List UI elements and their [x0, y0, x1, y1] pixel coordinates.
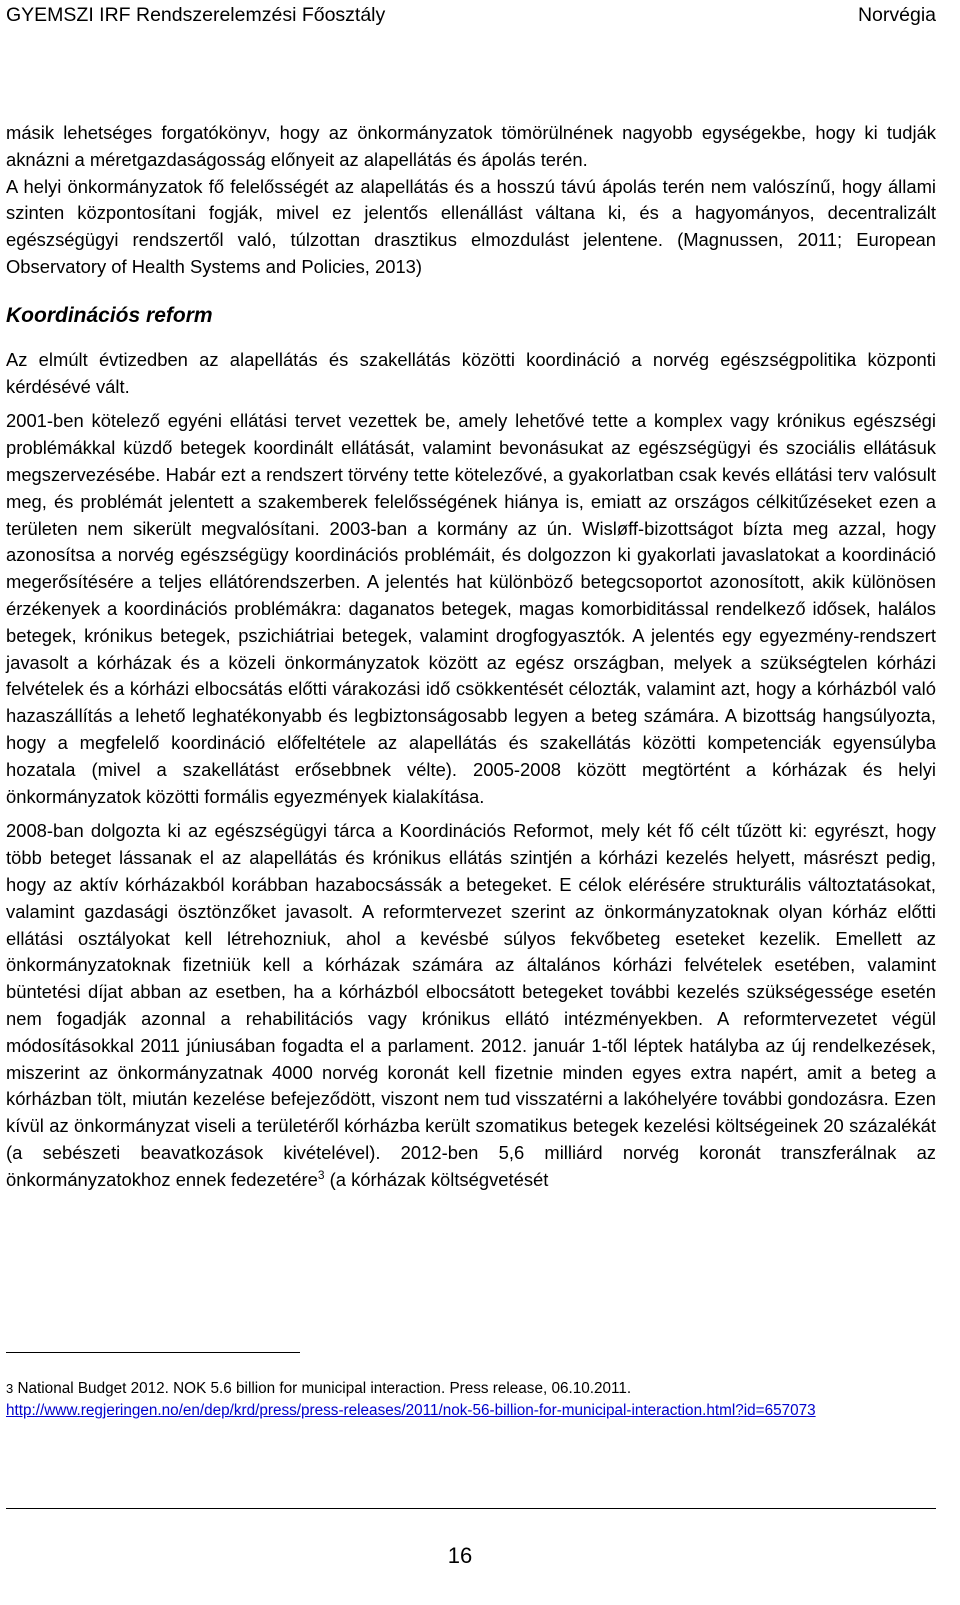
page-header: [6, 0, 936, 32]
footnote: [6, 1378, 946, 1422]
paragraph-coordination: Az elmúlt évtizedben az alapellátás és szakellátás közötti koordináció a norvég egészségpolitika központi kérdésévé vált.: [6, 348, 936, 397]
paragraph-2008-text: 2008-ban dolgozta ki az egészségügyi tárca a Koordinációs Reformot, mely két fő célt tűzött ki: egyrészt, hogy több beteget lássanak el az alapellátás és krónikus ellátás szintjén a kórházi kezelés helyett, másrészt pedig, hogy az aktív kórházakból korábban hazabocsássák a betegeket. E célok elérésére strukturális változtatásokat, valamint gazdasági ösztönzőket javasolt. A reformtervezet szerint az önkormányzatoknak olyan kórház előtti ellátási osztályokat kell létrehozniuk, ahol a kevésbé súlyos fekvőbeteg eseteket kezelik. Emellett az önkormányzatoknak fizetniük kell a kórházak számára az általános kórházi felvételek esetében, valamint büntetési díjat abban az esetben, ha a kórházból elbocsátott betegeket további kezelés szükségessége esetén nem fogadják azonnal a rehabilitációs vagy krónikus ellátó intézményekben. A reformtervezetet végül módosításokkal 2011 júniusában fogadta el a parlament. 2012. január 1-től léptek hatályba az új rendelkezések, miszerint az önkormányzatnak 4000 norvég koronát kell fizetnie minden egyes extra napért, amit a beteg a kórházban tölt, miután kezelése befejeződött, viszont nem tud visszatérni a lakóhelyére további gondozásra. Ezen kívül az önkormányzat viseli a területéről kórházba került szomatikus betegek kezelési költségeinek 20 százalékát (a sebészeti beavatkozások kivételével). 2012-ben 5,6 milliárd norvég koronát transzferálnak az önkormányzatokhoz ennek fedezetére: [6, 820, 936, 1190]
footnote-link[interactable]: http://www.regjeringen.no/en/dep/krd/press/press-releases/2011/nok-56-billion-for-municipal-interaction.html?id=657073: [6, 1402, 816, 1419]
page-footer-rule: [6, 1508, 936, 1509]
paragraph-intro: másik lehetséges forgatókönyv, hogy az önkormányzatok tömörülnének nagyobb egységekbe, hogy ki tudják aknázni a méretgazdaságosság előnyeit az alapellátás és ápolás terén.: [6, 122, 936, 170]
footnote-text-line: [6, 1378, 946, 1400]
header-department: GYEMSZI IRF Rendszerelemzési Főosztály: [6, 4, 386, 26]
paragraph-2001: 2001-ben kötelező egyéni ellátási tervet vezettek be, amely lehetővé tette a komplex vagy krónikus egészségi problémákkal küzdő betegek koordinált ellátását, valamint bevonásukat az egészségügyi és szociális ellátásuk megszervezésébe. Habár ezt a rendszert törvény tette kötelezővé, a gyakorlatban csak kevés ellátási terv valósult meg, és problémát jelentett a szakemberek felelősségének hiánya is, emiatt az országos célkitűzéseket ezen a területen nem sikerült megvalósítani. 2003-ban a kormány az ún. Wisløff-bizottságot bízta meg azzal, hogy azonosítsa a norvég egészségügy koordinációs problémáit, és dolgozzon ki gyakorlati javaslatokat a koordináció megerősítésére a teljes ellátórendszerben. A jelentés hat különböző betegcsoportot azonosított, akik különösen érzékenyek a koordinációs problémákra: daganatos betegek, magas komorbiditással rendelkező idősek, halálos betegek, krónikus betegek, pszichiátriai betegek, valamint drogfogyasztók. A jelentés egy egyezmény-rendszert javasolt a kórházak és a közeli önkormányzatok között az egész országban, melyek a szükségtelen kórházi felvételek és a kórházi elbocsátás előtti várakozási idő csökkentését célozták, valamint azt, hogy a kórházból való hazaszállítás a lehető leghatékonyabb és legbiztonságosabb legyen a beteg számára. A bizottság hangsúlyozta, hogy a megfelelő koordináció előfeltétele az alapellátás és szakellátás közötti kompetenciák egyensúlyba hozatala (mivel a szakellátást erősebbnek vélte). 2005-2008 között megtörtént a kórházak és helyi önkormányzatok közötti formális egyezmények kialakítása.: [6, 410, 936, 807]
footnote-separator: [6, 1352, 300, 1353]
document-body: [6, 120, 936, 1193]
paragraph-2008-tail: (a kórházak költségvetését: [324, 1168, 549, 1190]
section-heading: Koordinációs reform: [6, 303, 213, 327]
header-country: Norvégia: [857, 4, 936, 26]
paragraph-local-government: A helyi önkormányzatok fő felelősségét az alapellátás és a hosszú távú ápolás terén nem valószínű, hogy állami szinten központosítani fogják, mivel ez jelentős ellenállást váltana ki, és a hagyományos, decentralizált egészségügyi rendszertől való, túlzottan drasztikus elmozdulást jelentene. (Magnussen, 2011; European Observatory of Health Systems and Policies, 2013): [6, 175, 936, 277]
footnote-number: 3: [6, 1381, 14, 1396]
footnote-reference[interactable]: 3: [317, 1167, 325, 1182]
page-number: 16: [447, 1543, 473, 1568]
paragraph-2008: [6, 818, 936, 1193]
footnote-text: National Budget 2012. NOK 5.6 billion for municipal interaction. Press release, 06.10.2011.: [13, 1380, 632, 1397]
